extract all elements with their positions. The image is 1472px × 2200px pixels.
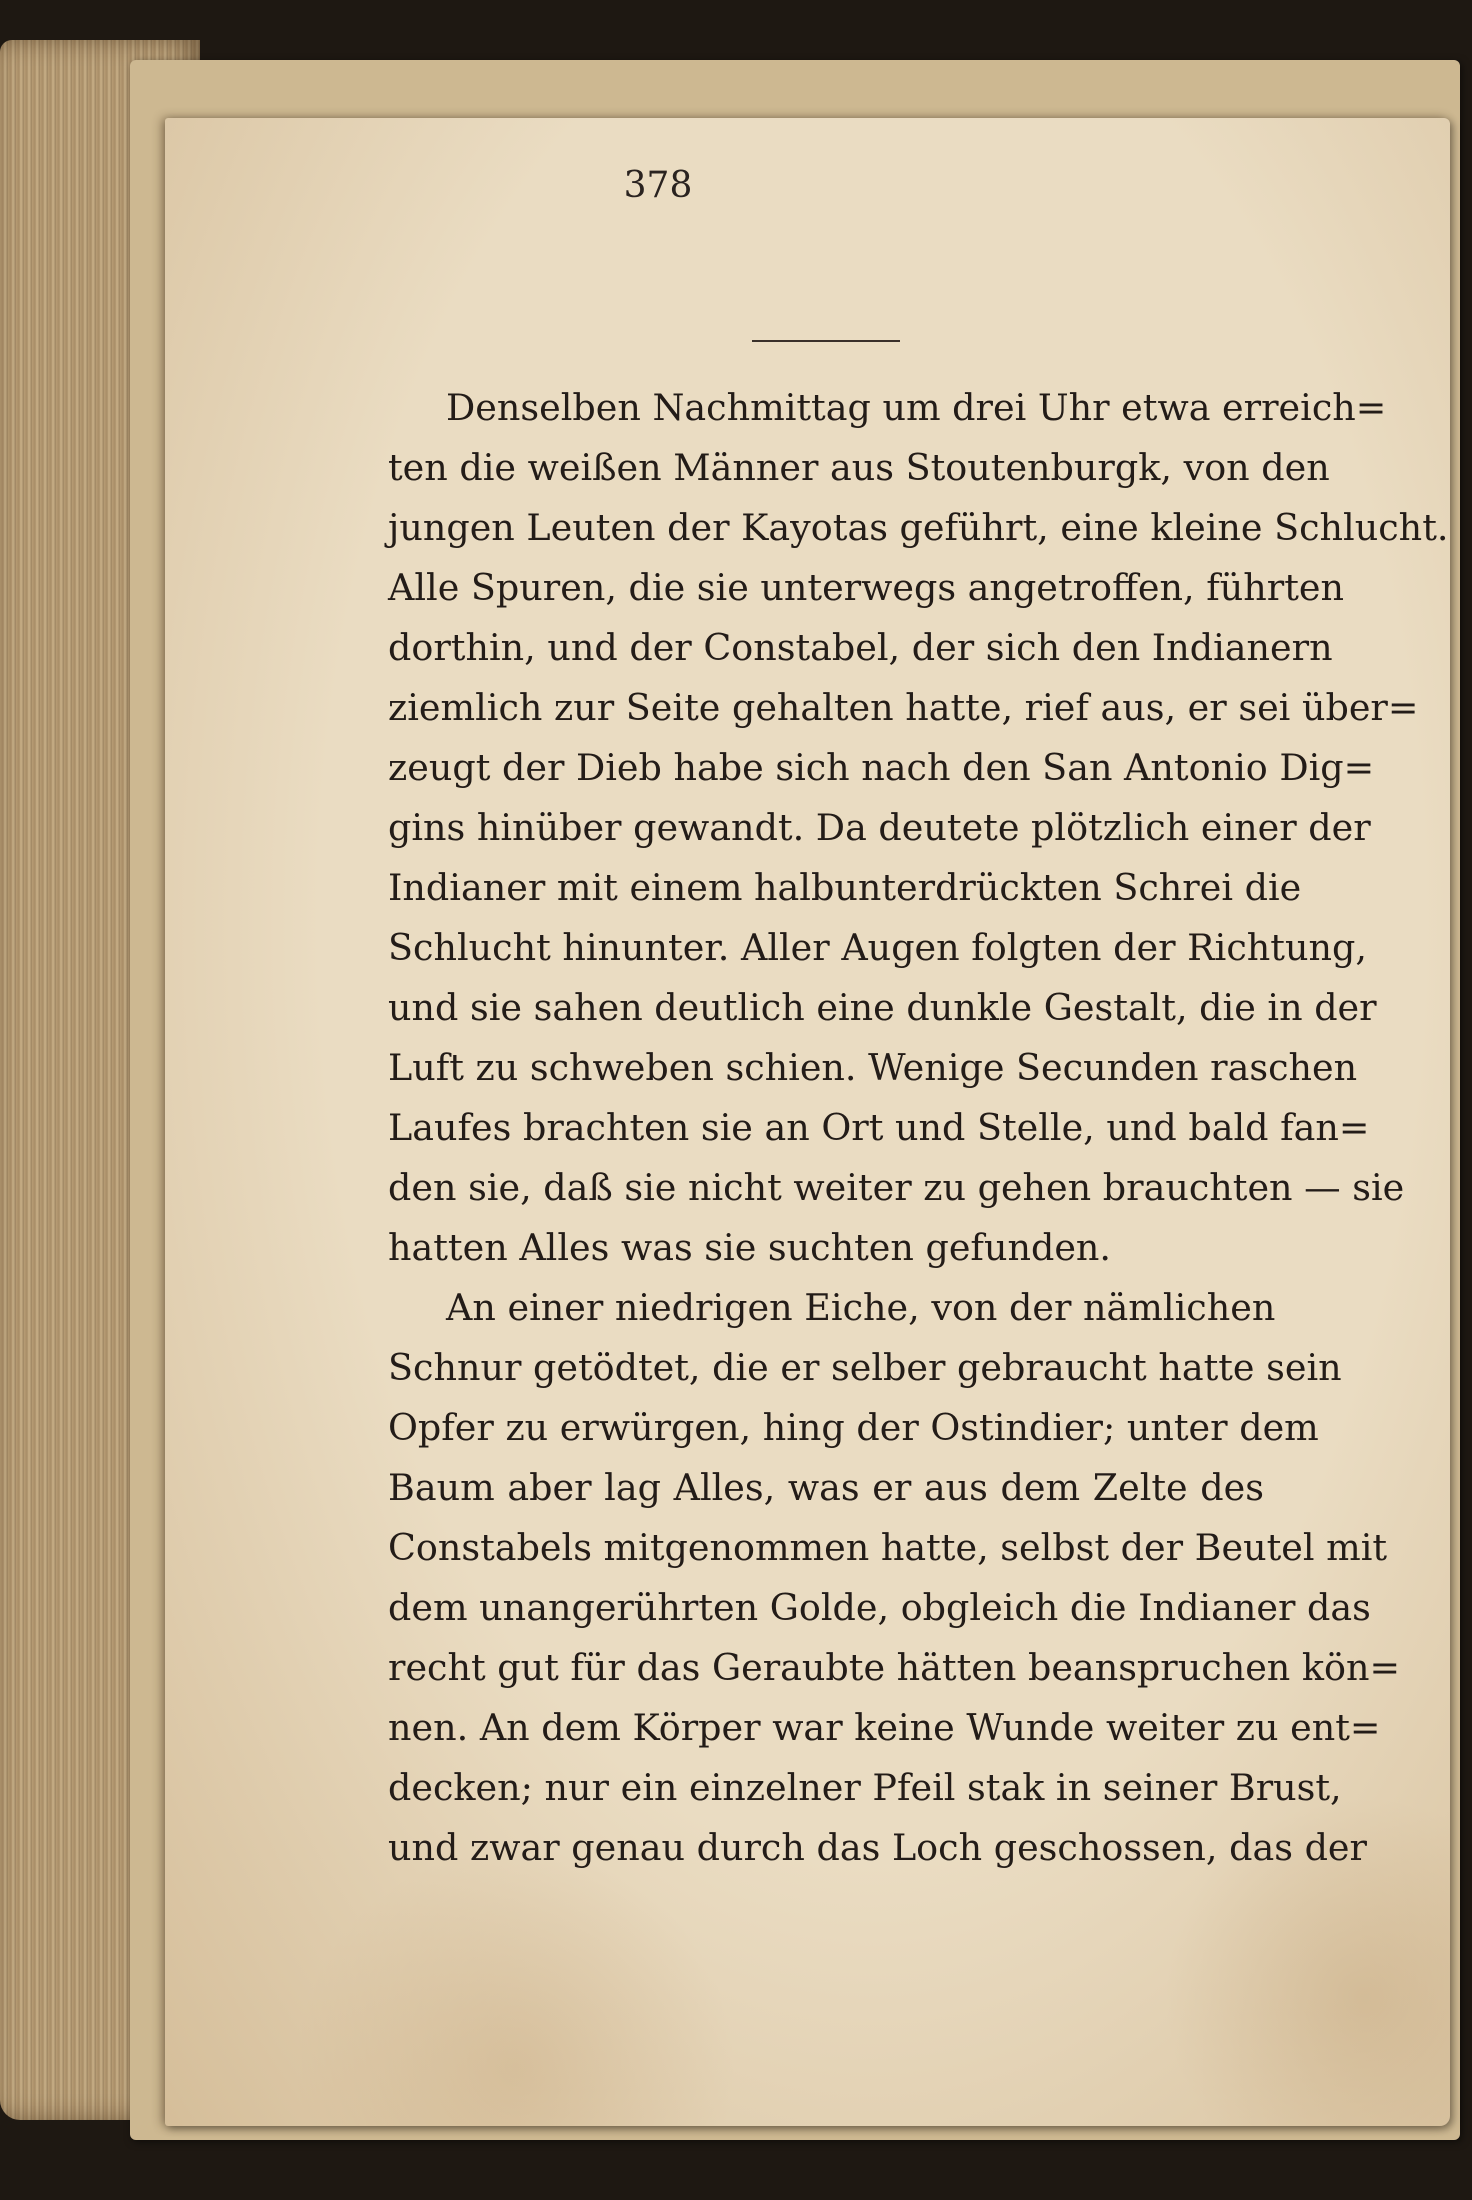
text-line: recht gut für das Geraubte hätten beanspruchen kön=: [388, 1646, 1401, 1689]
text-line: Luft zu schweben schien. Wenige Secunden raschen: [388, 1046, 1358, 1089]
text-line: jungen Leuten der Kayotas geführt, eine kleine Schlucht.: [388, 506, 1449, 549]
text-line: Constabels mitgenommen hatte, selbst der Beutel mit: [388, 1526, 1388, 1569]
text-line: Schlucht hinunter. Aller Augen folgten der Richtung,: [388, 926, 1367, 969]
text-line: An einer niedrigen Eiche, von der nämlichen: [446, 1286, 1276, 1329]
text-line: Opfer zu erwürgen, hing der Ostindier; unter dem: [388, 1406, 1319, 1449]
text-line: Alle Spuren, die sie unterwegs angetroffen, führten: [388, 566, 1344, 609]
text-line: gins hinüber gewandt. Da deutete plötzlich einer der: [388, 806, 1371, 849]
text-line: Baum aber lag Alles, was er aus dem Zelte des: [388, 1466, 1264, 1509]
text-line: dem unangerührten Golde, obgleich die Indianer das: [388, 1586, 1371, 1629]
text-line: Denselben Nachmittag um drei Uhr etwa erreich=: [446, 386, 1387, 429]
text-line: und zwar genau durch das Loch geschossen, das der: [388, 1826, 1367, 1869]
text-line: ten die weißen Männer aus Stoutenburgk, von den: [388, 446, 1330, 489]
text-line: Schnur getödtet, die er selber gebraucht hatte sein: [388, 1346, 1342, 1389]
body-text: [388, 378, 1449, 1878]
text-line: Indianer mit einem halbunterdrückten Schrei die: [388, 866, 1302, 909]
text-line: decken; nur ein einzelner Pfeil stak in seiner Brust,: [388, 1766, 1342, 1809]
text-line: zeugt der Dieb habe sich nach den San Antonio Dig=: [388, 746, 1375, 789]
text-line: ziemlich zur Seite gehalten hatte, rief aus, er sei über=: [388, 686, 1419, 729]
page-number: 378: [623, 165, 693, 206]
paragraph-2: [388, 1278, 1401, 1878]
text-line: dorthin, und der Constabel, der sich den Indianern: [388, 626, 1333, 669]
text-line: hatten Alles was sie suchten gefunden.: [388, 1226, 1112, 1269]
text-line: nen. An dem Körper war keine Wunde weiter zu ent=: [388, 1706, 1381, 1749]
text-line: Laufes brachten sie an Ort und Stelle, und bald fan=: [388, 1106, 1370, 1149]
paragraph-1: [388, 378, 1449, 1278]
text-line: und sie sahen deutlich eine dunkle Gestalt, die in der: [388, 986, 1377, 1029]
header-rule: [752, 340, 900, 342]
text-line: den sie, daß sie nicht weiter zu gehen brauchten — sie: [388, 1166, 1405, 1209]
